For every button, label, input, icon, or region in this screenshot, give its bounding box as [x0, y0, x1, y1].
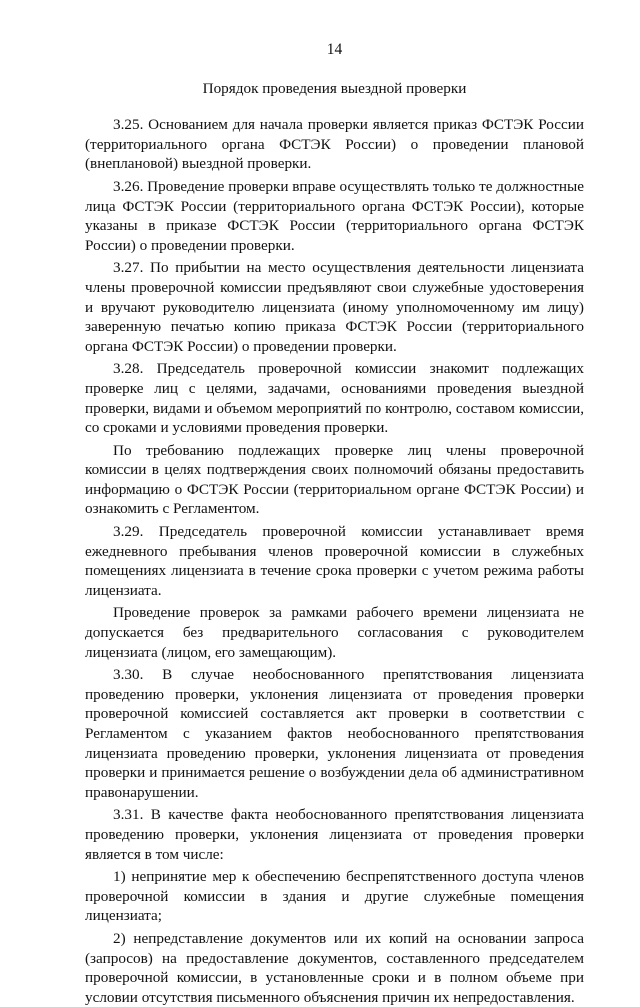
- paragraph-3-25: 3.25. Основанием для начала проверки является приказ ФСТЭК России (территориального органа ФСТЭК России) о проведении плановой (внеплановой) выездной проверки.: [85, 116, 584, 173]
- paragraph-3-28-continued: По требованию подлежащих проверке лиц члены проверочной комиссии в целях подтверждения своих полномочий обязаны предоставить информацию о ФСТЭК России (территориальном органе ФСТЭК России) и ознакомить с Регламентом.: [85, 441, 584, 518]
- paragraph-3-29-continued: Проведение проверок за рамками рабочего времени лицензиата не допускается без предварительного согласования с руководителем лицензиата (лицом, его замещающим).: [85, 604, 584, 661]
- paragraph-3-26: 3.26. Проведение проверки вправе осуществлять только те должностные лица ФСТЭК России (территориального органа ФСТЭК России), которые указаны в приказе ФСТЭК России (территориального органа ФСТЭК России) о проведении проверки.: [85, 177, 584, 254]
- list-item-2: 2) непредставление документов или их копий на основании запроса (запросов) на предоставление документов, составленного председателем проверочной комиссии, в установленные сроки и в полном объеме при условии отсутствия письменного объяснения причин их непредоставления.: [85, 929, 584, 1006]
- list-item-1: 1) непринятие мер к обеспечению беспрепятственного доступа членов проверочной комиссии в здания и другие служебные помещения лицензиата;: [85, 868, 584, 925]
- paragraph-3-29: 3.29. Председатель проверочной комиссии устанавливает время ежедневного пребывания членов проверочной комиссии в служебных помещениях лицензиата в течение срока проверки с учетом режима работы лицензиата.: [85, 523, 584, 599]
- paragraph-3-31: 3.31. В качестве факта необоснованного препятствования лицензиата проведению проверки, уклонения лицензиата от проведения проверки является в том числе:: [85, 806, 584, 863]
- paragraph-3-28: 3.28. Председатель проверочной комиссии знакомит подлежащих проверке лиц с целями, задачами, основаниями проведения выездной проверки, видами и объемом мероприятий по контролю, составом комиссии, со сроками и условиями проведения проверки.: [85, 360, 584, 437]
- page-number: 14: [326, 41, 343, 58]
- section-title: Порядок проведения выездной проверки: [202, 79, 467, 97]
- paragraph-3-30: 3.30. В случае необоснованного препятствования лицензиата проведению проверки, уклонения лицензиата от проведения проверки проверочной комиссией составляется акт проверки в соответствии с Регламентом с указанием фактов необоснованного препятствования лицензиата проведению проверки, уклонения лицензиата от проведения проверки и принимается решение о возбуждении дела об административном правонарушении.: [85, 666, 584, 801]
- paragraph-3-27: 3.27. По прибытии на место осуществления деятельности лицензиата члены проверочной комиссии предъявляют свои служебные удостоверения и вручают руководителю лицензиата (иному уполномоченному им лицу) заверенную печатью копию приказа ФСТЭК России (территориального органа ФСТЭК России) о проведении проверки.: [85, 259, 584, 355]
